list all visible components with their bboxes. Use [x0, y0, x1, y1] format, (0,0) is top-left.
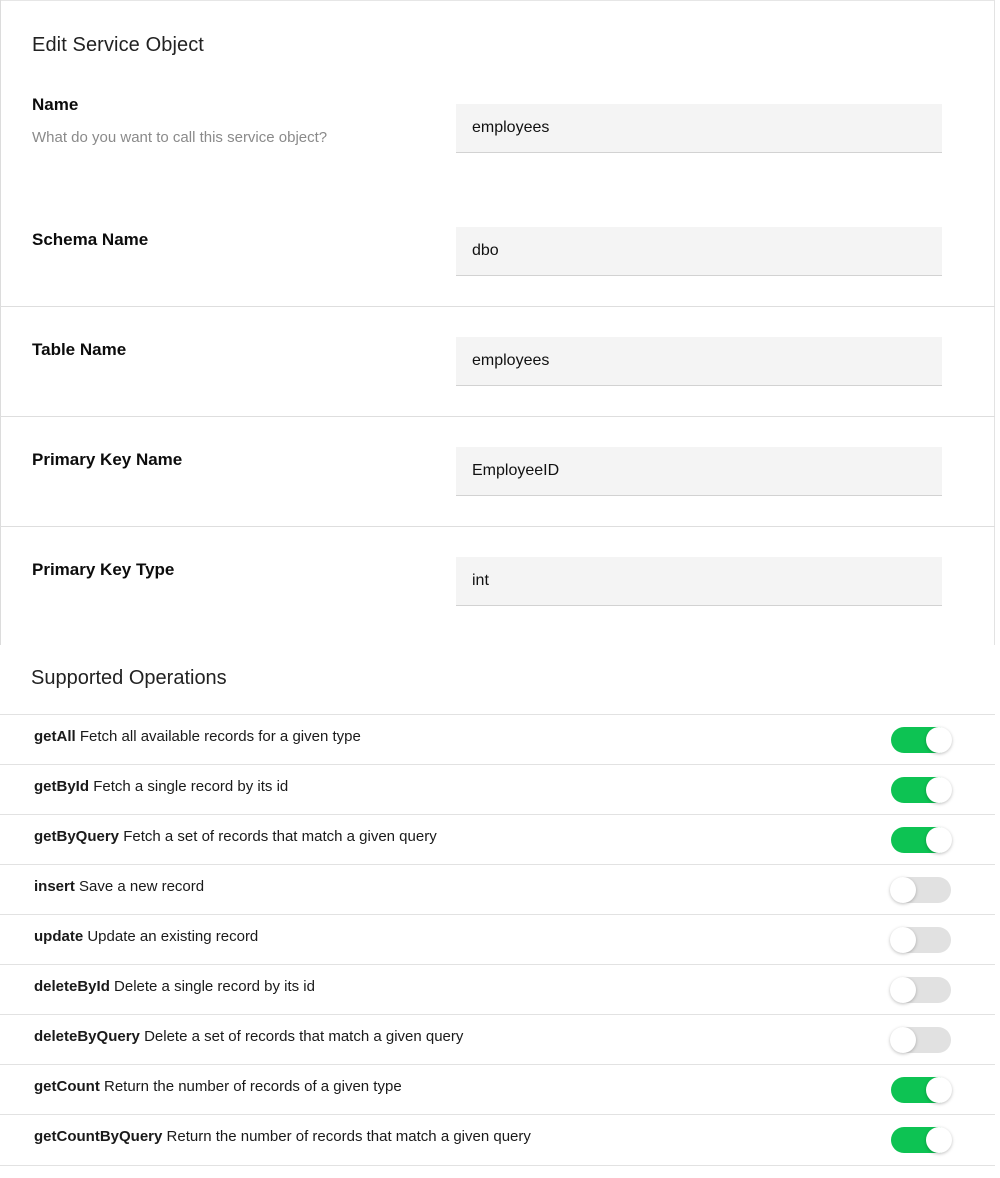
panel-top-border: [0, 0, 995, 1]
toggle-knob: [890, 927, 916, 953]
operation-row-get-by-id: [0, 764, 995, 814]
operation-name: getCount: [34, 1078, 100, 1095]
supported-operations-title: Supported Operations: [31, 667, 227, 689]
operation-name: update: [34, 928, 84, 945]
operation-name: insert: [34, 878, 75, 895]
operation-toggle[interactable]: [891, 877, 951, 903]
toggle-knob: [926, 777, 952, 803]
operation-row-delete-by-id: [0, 964, 995, 1014]
schema-name-input[interactable]: [456, 227, 942, 276]
operation-text: [34, 1078, 402, 1095]
operation-row-update: [0, 914, 995, 964]
operation-text: [34, 978, 315, 995]
table-name-input[interactable]: [456, 337, 942, 386]
panel-right-border: [994, 0, 995, 645]
operation-text: [34, 728, 361, 745]
operation-description: Fetch a set of records that match a given query: [123, 828, 437, 845]
operation-text: [34, 928, 258, 945]
operation-name: getById: [34, 778, 90, 795]
operation-name: getByQuery: [34, 828, 120, 845]
operation-text: [34, 1128, 531, 1145]
toggle-knob: [890, 1027, 916, 1053]
operation-toggle[interactable]: [891, 1077, 951, 1103]
toggle-knob: [890, 877, 916, 903]
operation-text: [34, 1028, 463, 1045]
operation-name: deleteByQuery: [34, 1028, 140, 1045]
operation-description: Fetch all available records for a given type: [79, 728, 361, 745]
operation-name: getAll: [34, 728, 76, 745]
operation-row-insert: [0, 864, 995, 914]
operation-description: Return the number of records that match a given query: [166, 1128, 531, 1145]
operation-description: Fetch a single record by its id: [93, 778, 289, 795]
operation-toggle[interactable]: [891, 927, 951, 953]
operation-text: [34, 828, 437, 845]
divider: [0, 306, 995, 307]
operation-text: [34, 878, 204, 895]
toggle-knob: [926, 727, 952, 753]
table-name-label: Table Name: [32, 340, 127, 359]
operation-row-get-all: [0, 714, 995, 764]
page-title: Edit Service Object: [32, 34, 204, 56]
operation-text: [34, 778, 288, 795]
divider: [0, 416, 995, 417]
operation-name: deleteById: [34, 978, 110, 995]
operation-description: Update an existing record: [87, 928, 259, 945]
operation-toggle[interactable]: [891, 1027, 951, 1053]
name-input[interactable]: [456, 104, 942, 153]
operation-row-get-count: [0, 1064, 995, 1114]
operation-row-get-count-by-query: [0, 1114, 995, 1164]
schema-name-label: Schema Name: [32, 230, 149, 249]
operation-toggle[interactable]: [891, 777, 951, 803]
panel-left-border: [0, 0, 1, 645]
divider: [0, 526, 995, 527]
name-help-text: What do you want to call this service object?: [32, 129, 328, 146]
operation-name: getCountByQuery: [34, 1128, 163, 1145]
primary-key-type-input[interactable]: [456, 557, 942, 606]
divider: [0, 1165, 995, 1166]
operation-description: Delete a single record by its id: [114, 978, 315, 995]
primary-key-name-label: Primary Key Name: [32, 450, 183, 469]
operation-row-delete-by-query: [0, 1014, 995, 1064]
operation-toggle[interactable]: [891, 827, 951, 853]
operation-toggle[interactable]: [891, 977, 951, 1003]
name-label: Name: [32, 95, 79, 114]
operation-description: Save a new record: [79, 878, 205, 895]
operation-description: Delete a set of records that match a given query: [144, 1028, 464, 1045]
toggle-knob: [926, 827, 952, 853]
primary-key-name-input[interactable]: [456, 447, 942, 496]
operation-toggle[interactable]: [891, 1127, 951, 1153]
toggle-knob: [926, 1077, 952, 1103]
operation-row-get-by-query: [0, 814, 995, 864]
toggle-knob: [926, 1127, 952, 1153]
toggle-knob: [890, 977, 916, 1003]
operation-toggle[interactable]: [891, 727, 951, 753]
primary-key-type-label: Primary Key Type: [32, 560, 175, 579]
operation-description: Return the number of records of a given type: [104, 1078, 402, 1095]
